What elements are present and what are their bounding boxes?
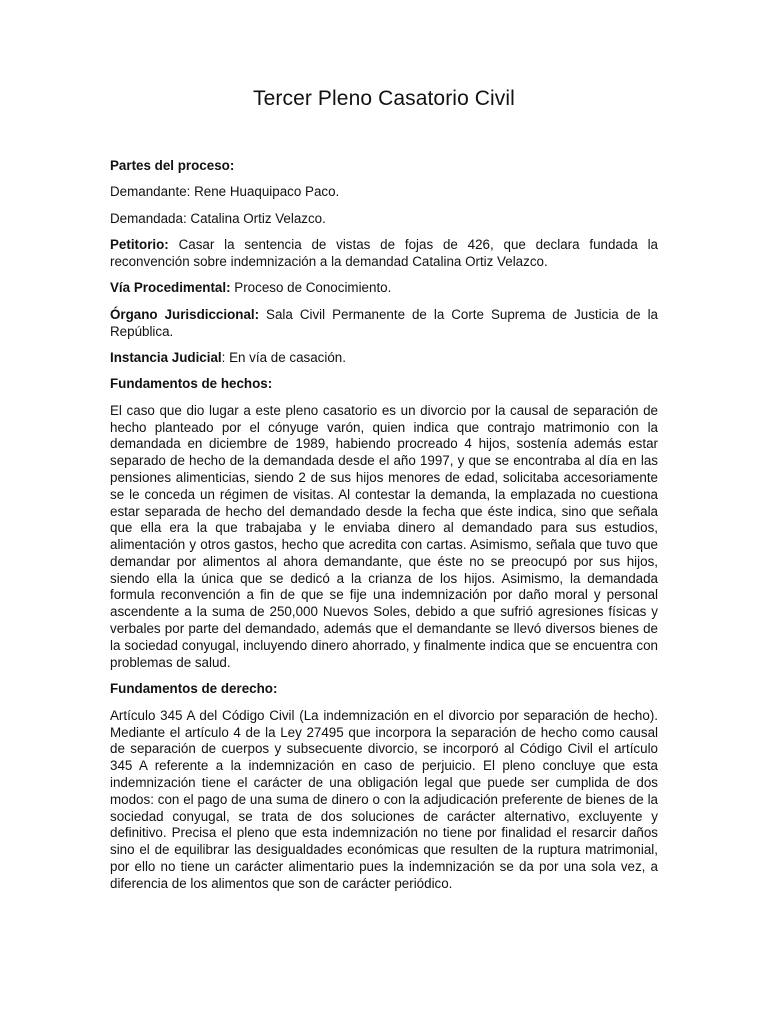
petitorio-label: Petitorio: (110, 237, 169, 253)
organo-paragraph (110, 307, 658, 341)
via-paragraph (110, 280, 658, 297)
document-title: Tercer Pleno Casatorio Civil (253, 87, 515, 110)
derecho-heading: Fundamentos de derecho: (110, 681, 278, 697)
hechos-paragraph: El caso que dio lugar a este pleno casatorio es un divorcio por la causal de separación de hecho planteado por el cónyuge varón, quien indica que contrajo matrimonio con la demandada en diciembre de 1989, habiendo procreado 4 hijos, sostenía además estar separado de hecho de la demandada desde el año 1997, y que se encontraba al día en las pensiones alimenticias, siendo 2 de sus hijos menores de edad, solicitaba accesoriamente se le conceda un régimen de visitas. Al contestar la demanda, la emplazada no cuestiona estar separada de hecho del demandado desde la fecha que éste indica, sino que señala que ella era la que trabajaba y le enviaba dinero al demandado para sus estudios, alimentación y otros gastos, hecho que acredita con cartas. Asimismo, señala que tuvo que demandar por alimentos al ahora demandante, que éste no se preocupó por sus hijos, siendo ella la única que se dedicó a la crianza de los hijos. Asimismo, la demandada formula reconvención a fin de que se fije una indemnización por daño moral y personal ascendente a la suma de 250,000 Nuevos Soles, debido a que sufrió agresiones físicas y verbales por parte del demandado, además que el demandante se llevó diversos bienes de la sociedad conyugal, incluyendo dinero ahorrado, y finalmente indica que se encuentra con problemas de salud. (110, 402, 658, 670)
petitorio-text: Casar la sentencia de vistas de fojas de 426, que declara fundada la reconvención sobre indemnización a la demandad Catalina Ortiz Velazco. (110, 237, 658, 269)
via-label: Vía Procedimental: (110, 280, 231, 296)
organo-label: Órgano Jurisdiccional: (110, 306, 260, 322)
document-body (110, 158, 658, 903)
instancia-label: Instancia Judicial (110, 349, 222, 365)
hechos-heading: Fundamentos de hechos: (110, 376, 273, 392)
organo-text: Sala Civil Permanente de la Corte Suprema de Justicia de la República. (110, 306, 658, 339)
derecho-paragraph: Artículo 345 A del Código Civil (La indemnización en el divorcio por separación de hecho). Mediante el artículo 4 de la Ley 27495 que incorpora la separación de hecho como causal de separación de cuerpos y subsecuente divorcio, se incorporó al Código Civil el artículo 345 A referente a la indemnización en caso de perjuicio. El pleno concluye que esta indemnización tiene el carácter de una obligación legal que puede ser cumplida de dos modos: con el pago de una suma de dinero o con la adjudicación preferente de bienes de la sociedad conyugal, se trata de dos soluciones de carácter alternativo, excluyente y definitivo. Precisa el pleno que esta indemnización no tiene por finalidad el resarcir daños sino el de equilibrar las desigualdades económicas que resulten de la ruptura matrimonial, por ello no tiene un carácter alimentario pues la indemnización se da por una sola vez, a diferencia de los alimentos que son de carácter periódico. (110, 707, 658, 891)
petitorio-paragraph (110, 237, 658, 271)
via-text: Proceso de Conocimiento. (230, 280, 392, 296)
partes-heading: Partes del proceso: (110, 158, 235, 173)
demandada-line: Demandada: Catalina Ortiz Velazco. (110, 210, 326, 226)
instancia-text: : En vía de casación. (221, 349, 346, 365)
instancia-paragraph (110, 350, 658, 367)
demandante-line: Demandante: Rene Huaquipaco Paco. (110, 184, 340, 200)
